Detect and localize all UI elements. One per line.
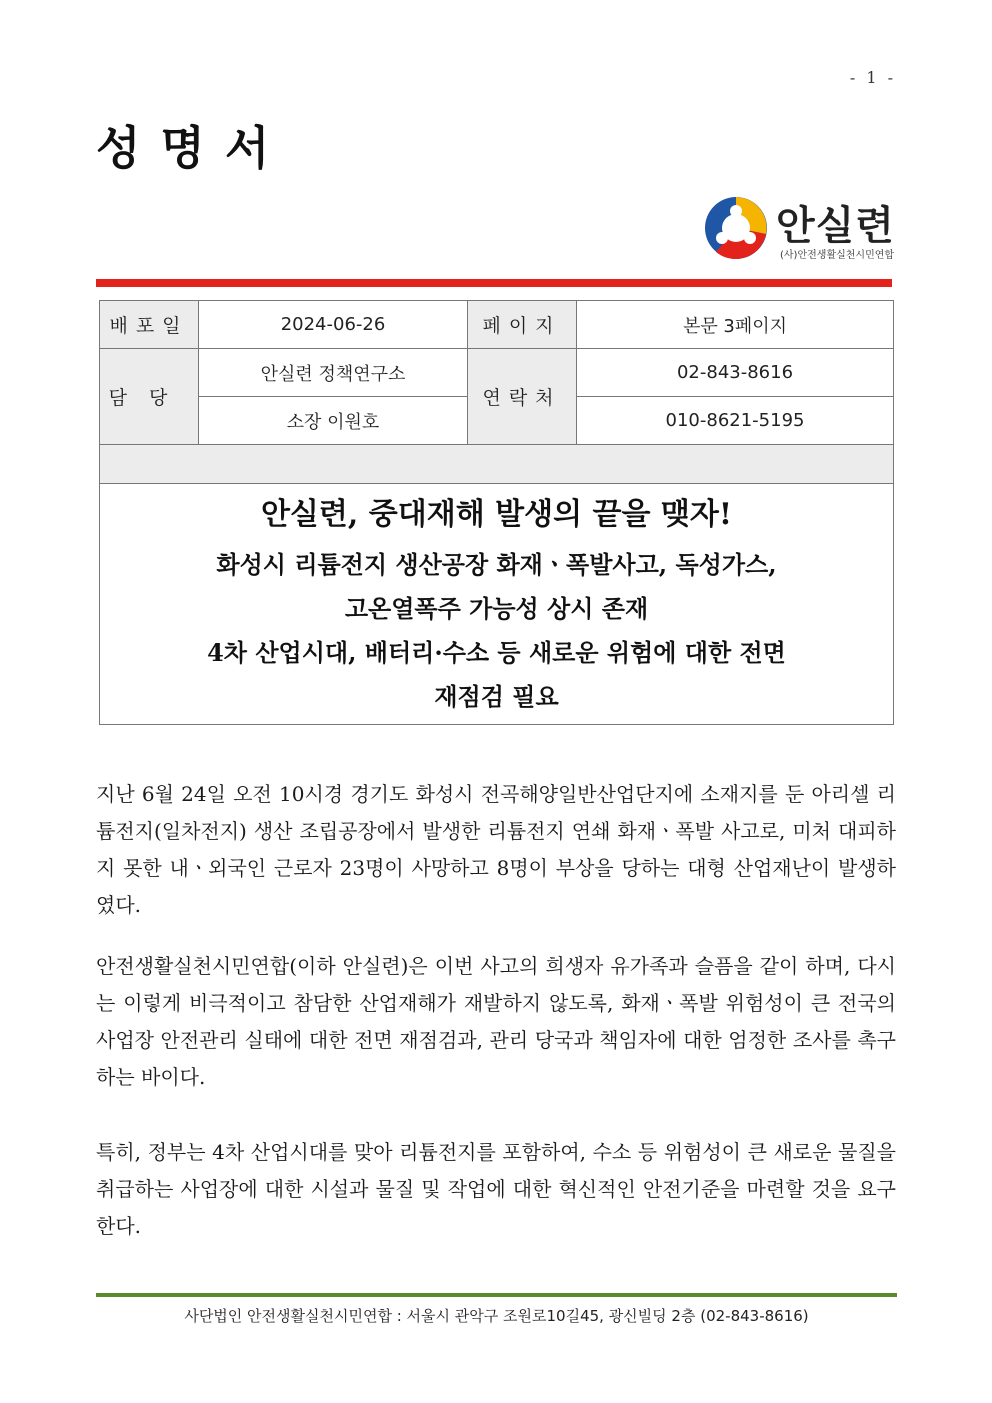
body-paragraph-3: 특히, 정부는 4차 산업시대를 맞아 리튬전지를 포함하여, 수소 등 위험성이 큰 새로운 물질을 취급하는 사업장에 대한 시설과 물질 및 작업에 대한 혁신적인 안전기준을 마련할 것을 요구한다.	[96, 1140, 896, 1238]
logo-name: 안실련	[776, 203, 895, 249]
headline-cell	[100, 484, 894, 725]
body-paragraph-1: 지난 6월 24일 오전 10시경 경기도 화성시 전곡해양일반산업단지에 소재지를 둔 아리셀 리튬전지(일차전지) 생산 조립공장에서 발생한 리튬전지 연쇄 화재ㆍ폭발 사고로, 미처 대피하지 못한 내ㆍ외국인 근로자 23명이 사망하고 8명이 부상을 당하는 대형 산업재난이 발생하였다.	[96, 782, 896, 917]
document-title: 성명서	[96, 121, 290, 175]
blank-row	[100, 445, 894, 484]
contact-label: 연락처	[468, 349, 577, 445]
page-number: - 1 -	[849, 68, 896, 87]
header-divider	[96, 279, 892, 287]
headline-sub-3: 4차 산업시대, 배터리·수소 등 새로운 위험에 대한 전면	[207, 638, 786, 667]
page-count: 본문 3페이지	[577, 301, 894, 349]
press-info-table	[99, 300, 894, 725]
organization-logo	[702, 194, 902, 264]
footer-divider	[96, 1293, 897, 1297]
department: 안실련 정책연구소	[199, 349, 468, 397]
footer-address: 사단법인 안전생활실천시민연합 : 서울시 관악구 조원로10길45, 광신빌딩 2층 (02-843-8616)	[184, 1307, 809, 1325]
release-date: 2024-06-26	[199, 301, 468, 349]
body-paragraph-2: 안전생활실천시민연합(이하 안실련)은 이번 사고의 희생자 유가족과 슬픔을 같이 하며, 다시는 이렇게 비극적이고 참담한 산업재해가 재발하지 않도록, 화재ㆍ폭발 위험성이 큰 전국의 사업장 안전관리 실태에 대한 전면 재점검과, 관리 당국과 책임자에 대한 엄정한 조사를 촉구하는 바이다.	[96, 954, 896, 1089]
release-date-label: 배포일	[100, 301, 199, 349]
logo-emblem-icon	[702, 194, 770, 262]
contact-person: 소장 이원호	[199, 397, 468, 445]
headline-main: 안실련, 중대재해 발생의 끝을 맺자!	[260, 497, 733, 532]
pages-label: 페이지	[468, 301, 577, 349]
logo-subtitle: (사)안전생활실천시민연합	[780, 250, 895, 261]
contact-person-label: 담당	[100, 349, 199, 445]
headline-sub-4: 재점검 필요	[434, 682, 559, 711]
phone-number: 02-843-8616	[577, 349, 894, 397]
headline-sub-2: 고온열폭주 가능성 상시 존재	[344, 594, 649, 623]
headline-sub-1: 화성시 리튬전지 생산공장 화재ㆍ폭발사고, 독성가스,	[216, 550, 777, 579]
mobile-number: 010-8621-5195	[577, 397, 894, 445]
